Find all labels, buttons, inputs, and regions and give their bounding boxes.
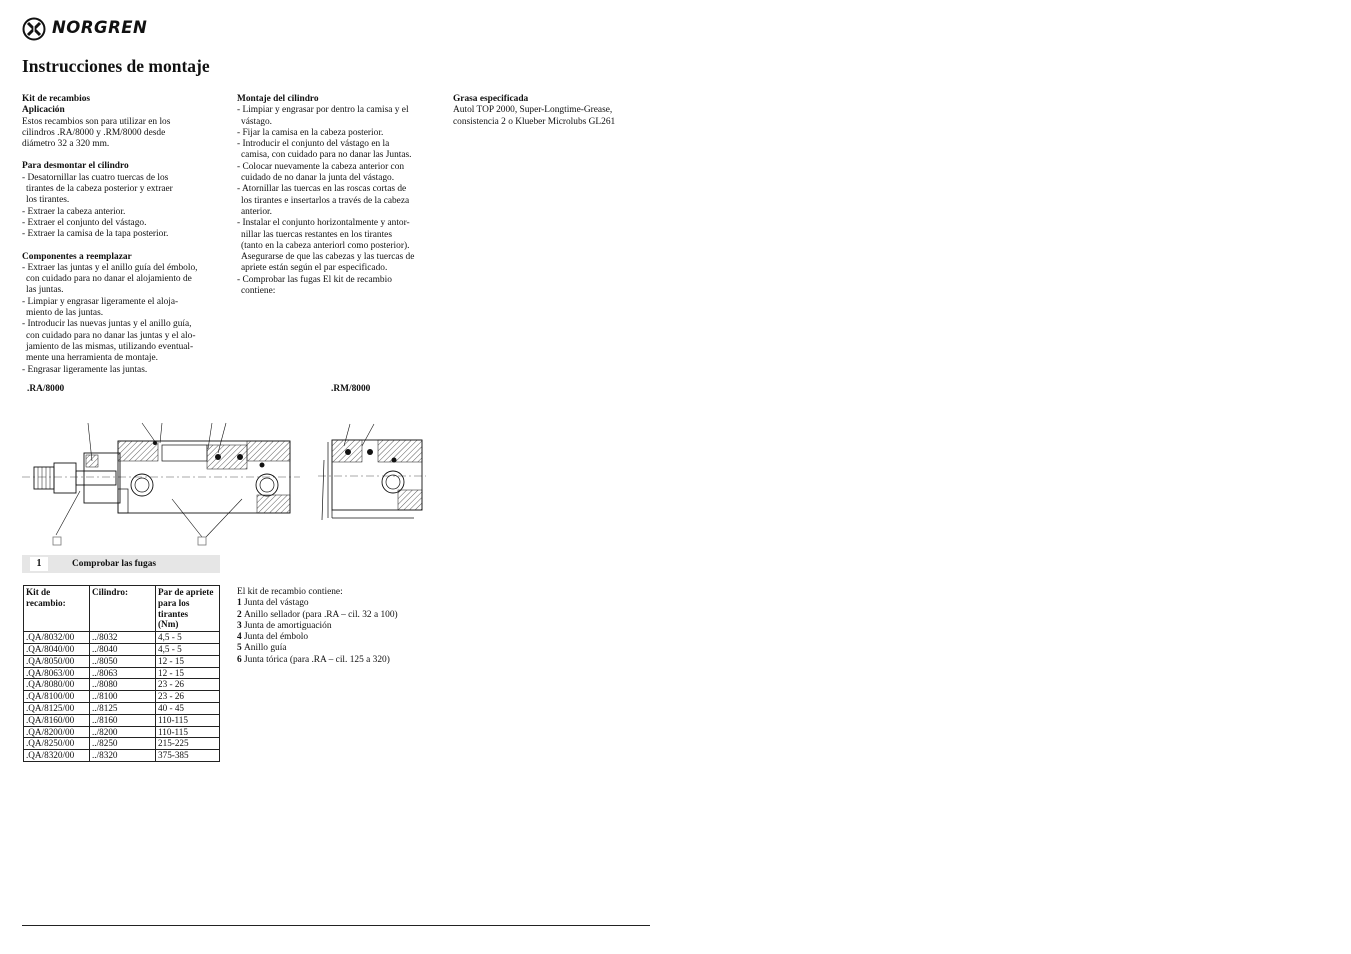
list-item: - Extraer la cabeza anterior. — [22, 206, 126, 217]
cylinder-drawing-rm — [318, 420, 428, 525]
cell-cylinder: ../8050 — [90, 655, 156, 667]
list-item — [237, 621, 467, 632]
table-body — [24, 632, 220, 762]
list-item-cont: camisa, con cuidado para no danar las Juntas. — [241, 150, 412, 161]
list-item: - Instalar el conjunto horizontalmente y antor- — [237, 218, 410, 229]
cell-torque: 23 - 26 — [156, 691, 220, 703]
cell-kit: .QA/8050/00 — [24, 655, 90, 667]
column-assembly — [237, 94, 447, 297]
figure-label-ra: .RA/8000 — [27, 384, 65, 394]
list-item-cont: los tirantes. — [26, 195, 70, 206]
list-item: - Engrasar ligeramente las juntas. — [22, 364, 148, 375]
cell-torque: 110-115 — [156, 726, 220, 738]
list-item-cont: las juntas. — [26, 285, 64, 296]
list-item-cont: vástago. — [241, 116, 272, 127]
item-number: 5 — [237, 643, 242, 654]
cell-cylinder: ../8080 — [90, 679, 156, 691]
item-number: 4 — [237, 632, 242, 643]
cell-torque: 215-225 — [156, 738, 220, 750]
norgren-logo — [22, 17, 162, 43]
cell-torque: 40 - 45 — [156, 702, 220, 714]
dismantle-heading: Para desmontar el cilindro — [22, 161, 129, 172]
text-line: cilindros .RA/8000 y .RM/8000 desde — [22, 127, 166, 138]
list-item-cont: apriete están según el par especificado. — [241, 263, 388, 274]
table-header-row — [24, 586, 220, 632]
table-row — [24, 738, 220, 750]
table-row — [24, 702, 220, 714]
header-line: recambio: — [26, 597, 66, 608]
cell-cylinder: ../8160 — [90, 714, 156, 726]
page-title: Instrucciones de montaje — [22, 56, 210, 76]
cell-cylinder: ../8032 — [90, 632, 156, 644]
kit-table — [23, 585, 220, 762]
list-item-cont: con cuidado para no danar las juntas y el alo- — [26, 330, 196, 341]
list-item: - Fijar la camisa en la cabeza posterior. — [237, 127, 384, 138]
header-kit — [24, 586, 90, 632]
cell-torque: 12 - 15 — [156, 667, 220, 679]
cell-kit: .QA/8160/00 — [24, 714, 90, 726]
assembly-heading: Montaje del cilindro — [237, 94, 319, 104]
brand-name: NORGREN — [52, 18, 148, 37]
item-text: Junta del vástago — [244, 598, 309, 609]
list-item: - Extraer el conjunto del vástago. — [22, 217, 147, 228]
cell-cylinder: ../8040 — [90, 643, 156, 655]
header-line: Cilindro: — [92, 587, 129, 597]
cell-cylinder: ../8320 — [90, 750, 156, 762]
cell-cylinder: ../8125 — [90, 702, 156, 714]
kit-heading: Kit de recambios — [22, 94, 91, 104]
list-item-cont: los tirantes e insertarlos a través de la cabeza — [241, 195, 410, 206]
dismantle-list — [22, 173, 227, 241]
text-line: Estos recambios son para utilizar en los — [22, 116, 171, 127]
cell-kit: .QA/8032/00 — [24, 632, 90, 644]
cell-cylinder: ../8063 — [90, 667, 156, 679]
list-item — [237, 655, 467, 666]
list-item: - Introducir el conjunto del vástago en la — [237, 139, 390, 150]
cell-cylinder: ../8200 — [90, 726, 156, 738]
header-line: Par de apriete — [158, 587, 214, 597]
list-item — [237, 632, 467, 643]
norgren-mark-icon — [22, 17, 46, 41]
cell-kit: .QA/8320/00 — [24, 750, 90, 762]
item-number: 1 — [237, 598, 242, 609]
list-item-cont: con cuidado para no danar el alojamiento de — [26, 274, 192, 285]
header-line: tirantes — [158, 608, 189, 619]
kit-contents-heading: El kit de recambio contiene: — [237, 587, 343, 597]
application-text — [22, 117, 227, 151]
list-item-cont: Asegurarse de que las cabezas y las tuercas de — [241, 252, 415, 263]
list-item-cont: tirantes de la cabeza posterior y extraer — [26, 184, 173, 195]
item-text: Anillo guía — [244, 643, 287, 654]
list-item-cont: anterior. — [241, 206, 272, 217]
list-item — [237, 643, 467, 654]
table-row — [24, 632, 220, 644]
cell-torque: 23 - 26 — [156, 679, 220, 691]
item-number: 3 — [237, 620, 242, 631]
header-line: para los — [158, 597, 190, 608]
cell-kit: .QA/8250/00 — [24, 738, 90, 750]
figure-label-rm: .RM/8000 — [331, 384, 371, 394]
text-line: Autol TOP 2000, Super-Longtime-Grease, — [453, 105, 613, 116]
list-item-cont: miento de las juntas. — [26, 308, 104, 319]
cell-torque: 12 - 15 — [156, 655, 220, 667]
item-text: Junta del émbolo — [244, 632, 309, 643]
header-line: (Nm) — [158, 619, 179, 630]
list-item-cont: (tanto en la cabeza anteriorl como posterior). — [241, 240, 410, 251]
header-torque — [156, 586, 220, 632]
cylinder-drawing-ra — [22, 415, 302, 550]
cell-torque: 110-115 — [156, 714, 220, 726]
list-item: - Atornillar las tuercas en las roscas cortas de — [237, 184, 407, 195]
table-row — [24, 655, 220, 667]
application-heading: Aplicación — [22, 105, 65, 116]
list-item: - Comprobar las fugas El kit de recambio — [237, 274, 392, 285]
table-row — [24, 726, 220, 738]
list-item: - Limpiar y engrasar por dentro la camisa y el — [237, 105, 409, 116]
list-item-cont: nillar las tuercas restantes en los tirantes — [241, 229, 392, 240]
list-item: - Colocar nuevamente la cabeza anterior con — [237, 161, 405, 172]
cell-kit: .QA/8200/00 — [24, 726, 90, 738]
list-item: - Desatornillar las cuatro tuercas de los — [22, 172, 169, 183]
list-item: - Extraer las juntas y el anillo guía del émbolo, — [22, 262, 198, 273]
table-row — [24, 643, 220, 655]
header-cylinder — [90, 586, 156, 632]
cell-kit: .QA/8125/00 — [24, 702, 90, 714]
item-number: 2 — [237, 609, 242, 620]
cell-cylinder: ../8100 — [90, 691, 156, 703]
table-row — [24, 714, 220, 726]
item-text: Junta de amortiguación — [244, 620, 332, 631]
list-item — [237, 610, 467, 621]
cell-torque: 4,5 - 5 — [156, 643, 220, 655]
table-row — [24, 750, 220, 762]
step-number: 1 — [30, 557, 48, 571]
cell-torque: 375-385 — [156, 750, 220, 762]
text-line: diámetro 32 a 320 mm. — [22, 139, 110, 150]
replace-heading: Componentes a reemplazar — [22, 251, 132, 262]
item-text: Junta tórica (para .RA – cil. 125 a 320) — [244, 654, 390, 665]
kit-contents-list — [237, 598, 467, 666]
cell-torque: 4,5 - 5 — [156, 632, 220, 644]
list-item: - Introducir las nuevas juntas y el anillo guía, — [22, 319, 192, 330]
assembly-list — [237, 105, 447, 297]
step-label: Comprobar las fugas — [72, 559, 157, 569]
replace-list — [22, 263, 227, 376]
table-row — [24, 679, 220, 691]
text-line: consistencia 2 o Klueber Microlubs GL261 — [453, 116, 616, 127]
column-grease — [453, 94, 653, 128]
list-item: - Extraer la camisa de la tapa posterior. — [22, 229, 169, 240]
table-row — [24, 691, 220, 703]
kit-contents — [237, 587, 467, 666]
item-number: 6 — [237, 654, 242, 665]
cell-kit: .QA/8040/00 — [24, 643, 90, 655]
list-item: - Limpiar y engrasar ligeramente el aloja- — [22, 296, 179, 307]
list-item-cont: cuidado de no danar la junta del vástago. — [241, 173, 395, 184]
header-line: Kit de — [26, 587, 51, 597]
table-row — [24, 667, 220, 679]
column-kit-info — [22, 94, 227, 376]
cell-kit: .QA/8100/00 — [24, 691, 90, 703]
list-item-cont: mente una herramienta de montaje. — [26, 353, 158, 364]
list-item-cont: jamiento de las mismas, utilizando eventual- — [26, 341, 194, 352]
cell-cylinder: ../8250 — [90, 738, 156, 750]
item-text: Anillo sellador (para .RA – cil. 32 a 100) — [244, 609, 398, 620]
cell-kit: .QA/8080/00 — [24, 679, 90, 691]
list-item-cont: contiene: — [241, 286, 276, 297]
cell-kit: .QA/8063/00 — [24, 667, 90, 679]
grease-heading: Grasa especificada — [453, 94, 529, 104]
list-item — [237, 598, 467, 609]
footer-rule — [22, 925, 650, 926]
